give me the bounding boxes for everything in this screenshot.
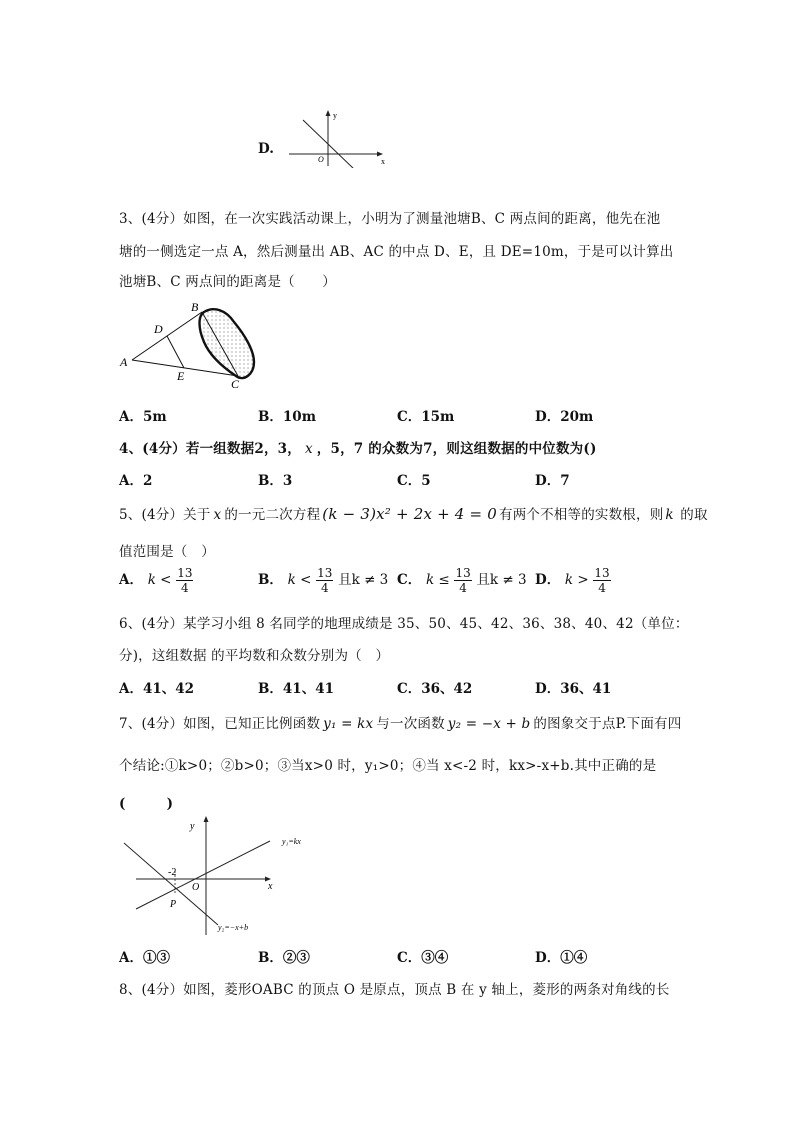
q3-figure	[118, 298, 268, 393]
q5-tail: 的取	[675, 507, 708, 523]
label-d: D	[154, 322, 163, 336]
q5-mid: 的一元二次方程	[224, 507, 321, 523]
q7-line-y2	[124, 843, 218, 925]
q4-option-a[interactable]: A．2	[119, 473, 153, 489]
q4-suffix: ，5，7 的众数为7，则这组数据的中位数为()	[316, 441, 597, 457]
q2-line	[303, 120, 355, 168]
segment-de	[167, 336, 184, 368]
q2-x-arrow	[377, 152, 383, 157]
q5-option-a[interactable]: A． k < $\frac{13}{4}$	[119, 566, 193, 595]
q3-line1: 3、(4分）如图，在一次实践活动课上，小明为了测量池塘B、C 两点间的距离，他先在池	[119, 211, 661, 227]
q6-option-c[interactable]: C．36、42	[397, 681, 473, 697]
q5-c-fraction: $\frac{13}{4}$	[455, 566, 471, 595]
q7-p-label: P	[170, 899, 177, 910]
q5-option-b[interactable]: B． k < $\frac{13}{4}$ 且k ≠ 3	[258, 566, 389, 595]
q7-line2: 个结论:①k>0；②b>0；③当x>0 时，y₁>0；④当 x<-2 时，kx>-x+b.其中正确的是	[119, 758, 657, 774]
q3-option-c[interactable]: C．15m	[397, 409, 455, 425]
q5-d-fraction: $\frac{13}{4}$	[594, 566, 610, 595]
q2-origin-label: O	[318, 155, 324, 164]
q2-y-label: y	[333, 111, 337, 120]
label-e: E	[177, 369, 185, 383]
q2-option-d-label: D.	[258, 141, 274, 157]
q7-option-b[interactable]: B．②③	[258, 950, 310, 966]
q7-y-arrow	[204, 816, 209, 822]
q6-line2: 分)，这组数据 的平均数和众数分别为（ ）	[119, 648, 390, 664]
q6-option-a[interactable]: A．41、42	[119, 681, 195, 697]
q4-line1	[119, 437, 597, 457]
q7-option-a[interactable]: A．①③	[119, 950, 170, 966]
q3-option-a[interactable]: A．5m	[119, 409, 167, 425]
q4-option-b[interactable]: B．3	[258, 473, 293, 489]
q7-option-c[interactable]: C．③④	[397, 950, 449, 966]
q5-option-d[interactable]: D． k > $\frac{13}{4}$	[535, 566, 610, 595]
q7-origin-label: O	[192, 882, 200, 893]
q5-suffix: 有两个不相等的实数根，则	[499, 507, 664, 523]
label-a: A	[120, 355, 128, 369]
q7-y1-formula: y₁ = kx	[323, 716, 374, 732]
q5-option-c[interactable]: C． k ≤ $\frac{13}{4}$ 且k ≠ 3	[397, 566, 527, 595]
q4-option-d[interactable]: D．7	[535, 473, 570, 489]
q7-y2-formula: y₂ = −x + b	[447, 716, 531, 732]
q7-y1-line-label: y₁=kx	[282, 837, 301, 846]
q7-neg2-label: -2	[168, 867, 177, 878]
q8-line1: 8、(4分）如图，菱形OABC 的顶点 O 是原点，顶点 B 在 y 轴上，菱形的两条对角线的长	[119, 982, 670, 998]
q3-option-b[interactable]: B．10m	[258, 409, 316, 425]
q5-line2: 值范围是（ ）	[119, 544, 215, 560]
q5-b-fraction: $\frac{13}{4}$	[317, 566, 333, 595]
q7-figure	[118, 813, 318, 938]
q5-prefix: 5、(4分）关于	[119, 507, 211, 523]
q6-option-d[interactable]: D．36、41	[535, 681, 612, 697]
q2-x-label: x	[381, 157, 385, 166]
q7-x-label: x	[268, 881, 273, 892]
q5-a-fraction: $\frac{13}{4}$	[177, 566, 193, 595]
q3-line2: 塘的一侧选定一点 A，然后测量出 AB、AC 的中点 D、E，且 DE=10m，于是可以计算出	[119, 244, 674, 260]
q5-line1	[119, 503, 708, 523]
q7-y-label: y	[190, 821, 195, 832]
q5-equation: (k − 3)x² + 2x + 4 = 0	[322, 505, 497, 523]
q2-graph	[285, 108, 390, 168]
q4-prefix: 4、(4分）若一组数据2，3，	[119, 441, 301, 457]
q6-option-b[interactable]: B．41、41	[258, 681, 334, 697]
q5-var-k: k	[665, 507, 674, 523]
q5-var-x: x	[213, 507, 222, 523]
q7-line1: 7、(4分）如图，已知正比例函数 y₁ = kx 与一次函数 y₂ = −x + b 的图象交于点P.下面有四	[119, 716, 682, 732]
q3-option-d[interactable]: D．20m	[535, 409, 594, 425]
q6-line1: 6、(4分）某学习小组 8 名同学的地理成绩是 35、50、45、42、36、38、40、42（单位：	[119, 616, 689, 632]
q7-option-d[interactable]: D．①④	[535, 950, 588, 966]
label-c: C	[231, 377, 240, 391]
q3-line3: 池塘B、C 两点间的距离是（ ）	[119, 274, 336, 290]
q7-line3: ( )	[119, 796, 174, 812]
q4-option-c[interactable]: C．5	[397, 473, 431, 489]
pond-shape	[200, 309, 255, 378]
q7-line-y1	[136, 841, 270, 909]
q7-y2-line-label: y₂=−x+b	[218, 923, 249, 932]
q2-y-arrow	[326, 110, 331, 116]
label-b: B	[191, 300, 199, 314]
q4-var-x: x	[304, 441, 313, 457]
